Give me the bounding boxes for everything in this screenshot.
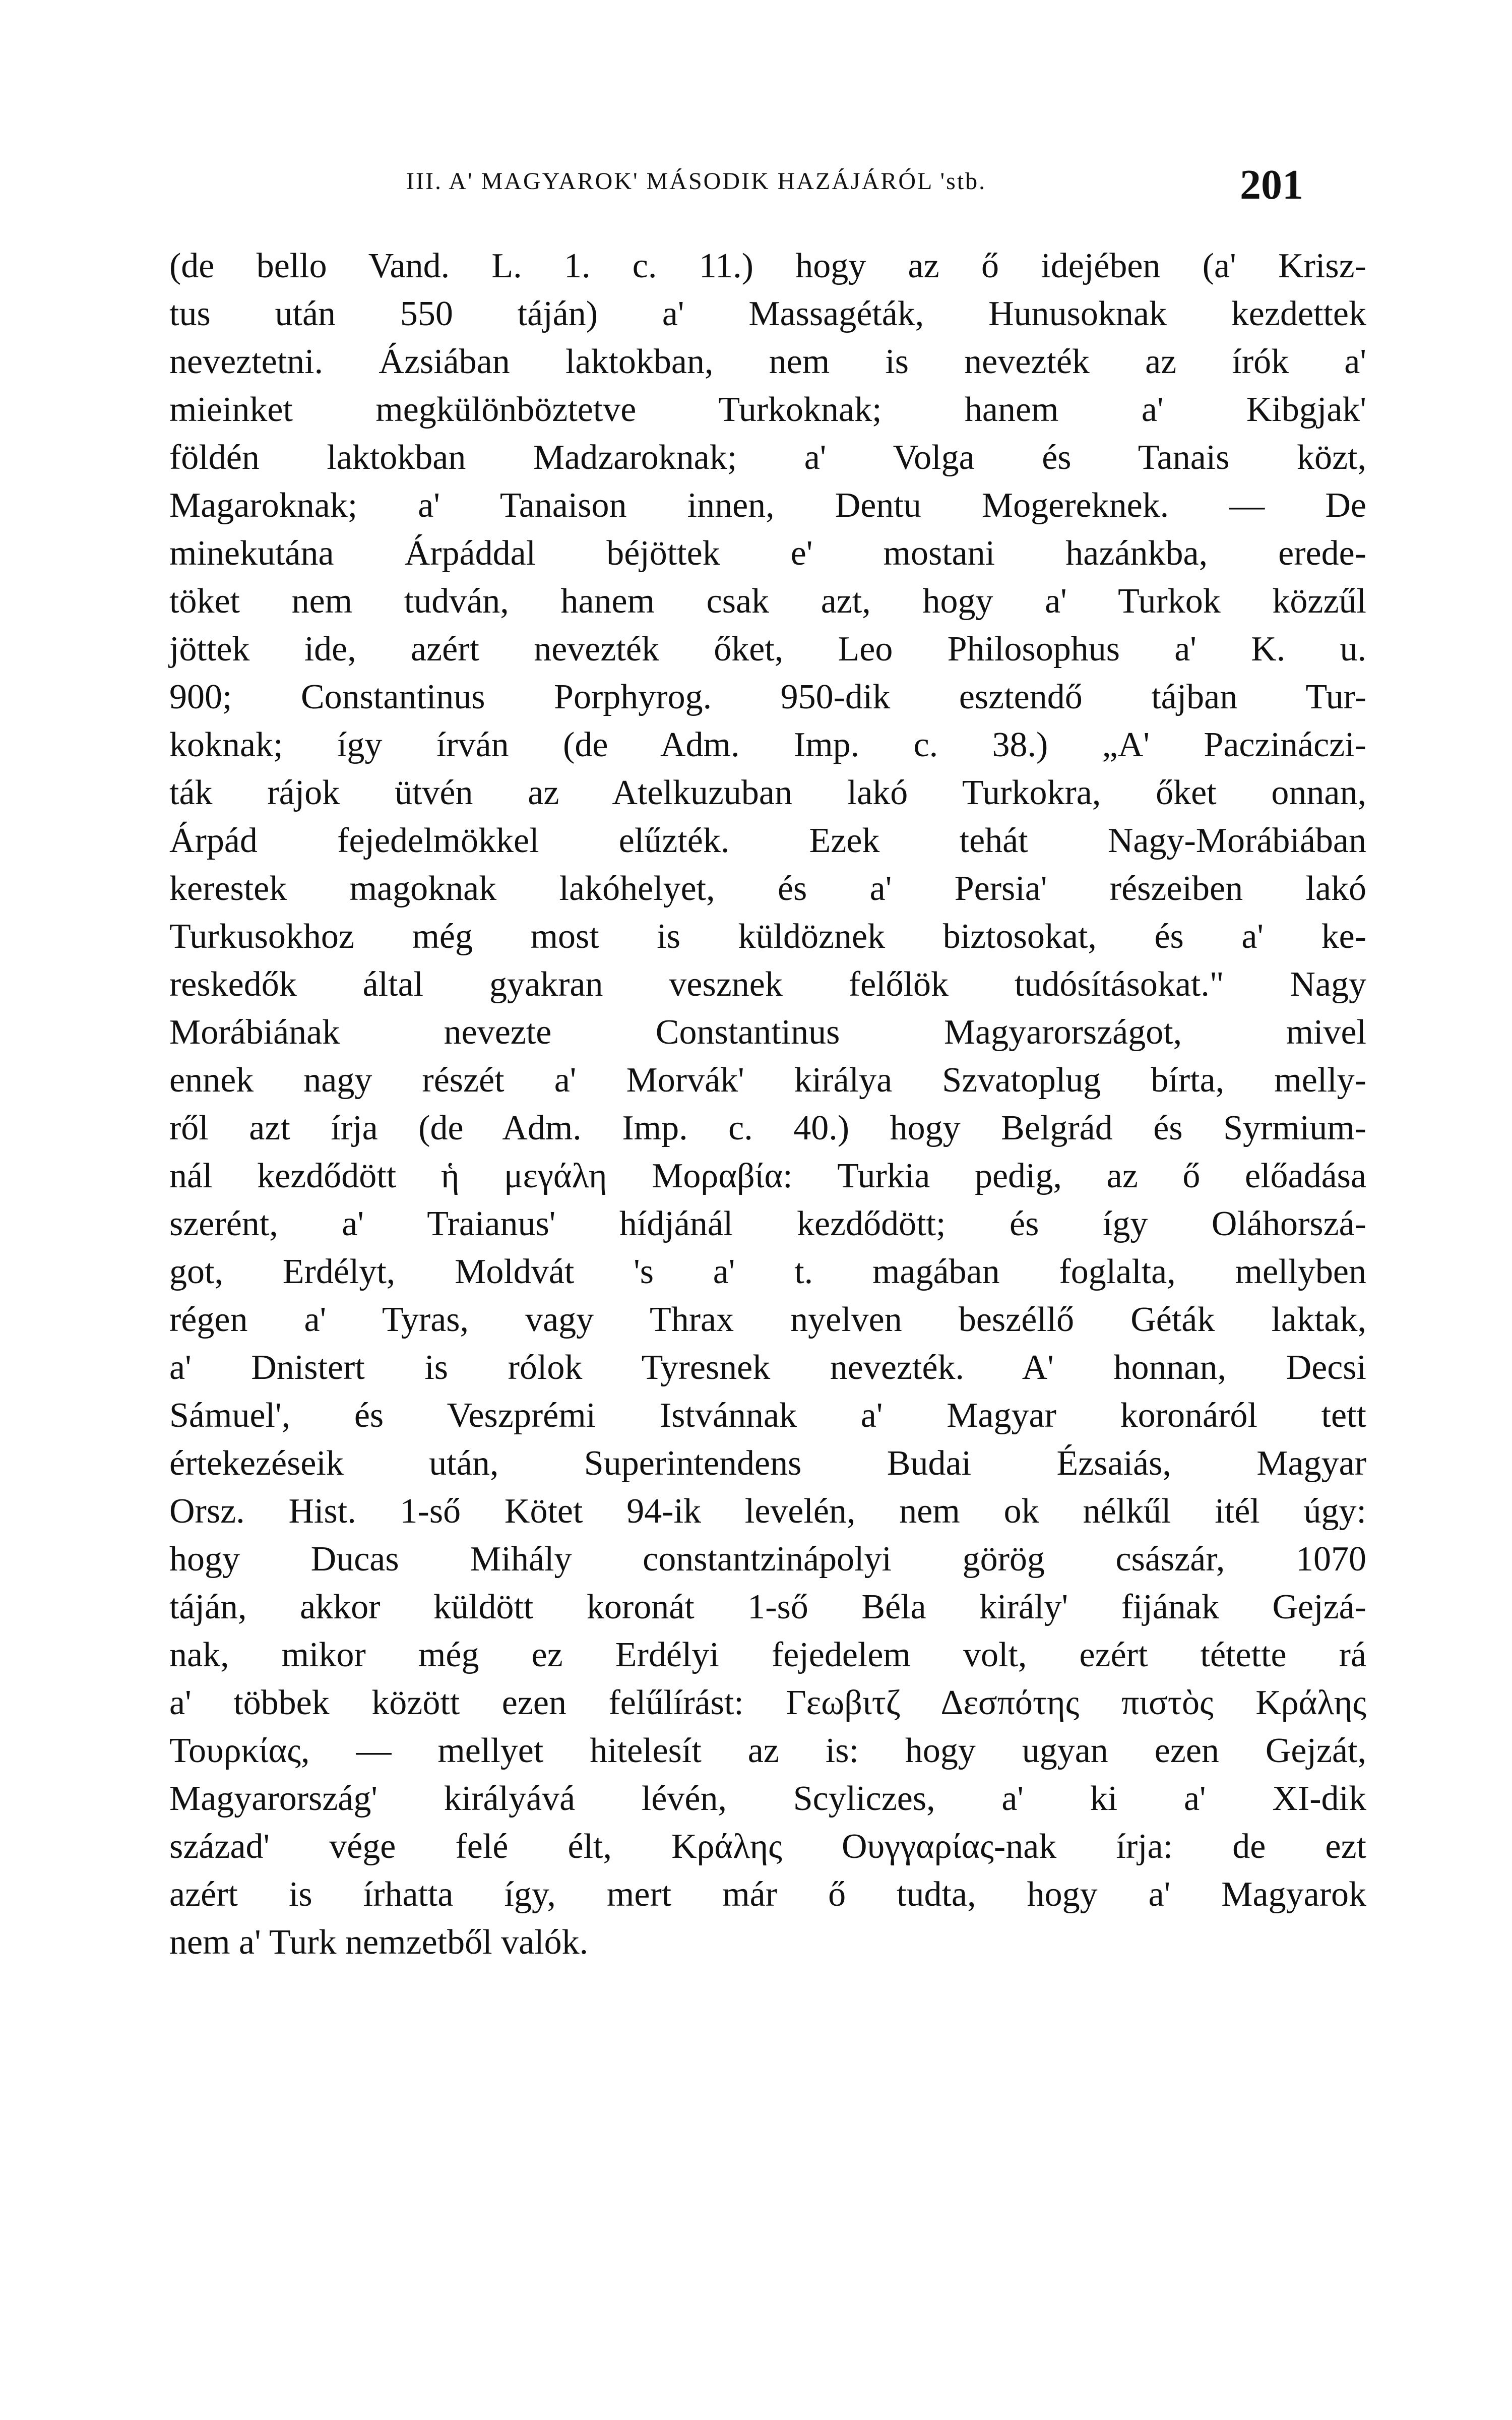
text-line: nál kezdődött ἡ μεγάλη Μοραβία: Turkia pedig, az ő előadása: [169, 1157, 1366, 1195]
text-line: nak, mikor még ez Erdélyi fejedelem volt, ezért tétette rá: [169, 1636, 1366, 1674]
text-line: értekezéseik után, Superintendens Budai Ézsaiás, Magyar: [169, 1444, 1366, 1483]
text-line: Τουρκίας, — mellyet hitelesít az is: hogy ugyan ezen Gejzát,: [169, 1731, 1366, 1770]
text-line: Morábiának nevezte Constantinus Magyarországot, mivel: [169, 1013, 1366, 1052]
text-line: töket nem tudván, hanem csak azt, hogy a' Turkok közzűl: [169, 582, 1366, 621]
text-line: táján, akkor küldött koronát 1-ső Béla király' fijának Gejzá-: [169, 1588, 1366, 1626]
text-line: ennek nagy részét a' Morvák' királya Szvatoplug bírta, melly-: [169, 1061, 1366, 1100]
text-line: koknak; így írván (de Adm. Imp. c. 38.) „A' Paczináczi-: [169, 725, 1366, 764]
text-line: (de bello Vand. L. 1. c. 11.) hogy az ő idejében (a' Krisz-: [169, 247, 1366, 285]
text-line: got, Erdélyt, Moldvát 's a' t. magában foglalta, mellyben: [169, 1252, 1366, 1291]
text-line: a' többek között ezen felűlírást: Γεωβιτζ Δεσπότης πιστὸς Κράλης: [169, 1683, 1366, 1722]
text-line: azért is írhatta így, mert már ő tudta, hogy a' Magyarok: [169, 1875, 1366, 1914]
text-line: Magaroknak; a' Tanaison innen, Dentu Mogereknek. — De: [169, 486, 1366, 525]
text-line: Orsz. Hist. 1-ső Kötet 94-ik levelén, nem ok nélkűl itél úgy:: [169, 1492, 1366, 1531]
text-line: 900; Constantinus Porphyrog. 950-dik esztendő tájban Tur-: [169, 678, 1366, 716]
text-line: a' Dnistert is rólok Tyresnek nevezték. A' honnan, Decsi: [169, 1348, 1366, 1387]
text-line: hogy Ducas Mihály constantzinápolyi görög császár, 1070: [169, 1540, 1366, 1579]
text-line: kerestek magoknak lakóhelyet, és a' Persia' részeiben lakó: [169, 869, 1366, 908]
text-line: Magyarország' királyává lévén, Scyliczes, a' ki a' XI-dik: [169, 1779, 1366, 1818]
text-line: földén laktokban Madzaroknak; a' Volga és Tanais közt,: [169, 438, 1366, 477]
text-line: Árpád fejedelmökkel elűzték. Ezek tehát Nagy-Morábiában: [169, 821, 1366, 860]
text-line: szerént, a' Traianus' hídjánál kezdődött; és így Oláhorszá-: [169, 1204, 1366, 1243]
text-line: mieinket megkülönböztetve Turkoknak; hanem a' Kibgjak': [169, 390, 1366, 429]
running-title: III. A' MAGYAROK' MÁSODIK HAZÁJÁRÓL 'stb.: [406, 168, 987, 195]
text-line: Turkusokhoz még most is küldöznek biztosokat, és a' ke-: [169, 917, 1366, 956]
text-line: század' vége felé élt, Κράλης Ουγγαρίας-nak írja: de ezt: [169, 1827, 1366, 1866]
text-line: régen a' Tyras, vagy Thrax nyelven beszéllő Géták laktak,: [169, 1300, 1366, 1339]
text-line: Sámuel', és Veszprémi Istvánnak a' Magyar koronáról tett: [169, 1396, 1366, 1435]
text-line: ták rájok ütvén az Atelkuzuban lakó Turkokra, őket onnan,: [169, 773, 1366, 812]
body-text: [169, 242, 1366, 1966]
text-line: jöttek ide, azért nevezték őket, Leo Philosophus a' K. u.: [169, 630, 1366, 669]
page-number: 201: [1240, 161, 1303, 208]
running-head: [406, 160, 1303, 206]
text-line: reskedők által gyakran vesznek felőlök tudósításokat." Nagy: [169, 965, 1366, 1004]
text-line: minekutána Árpáddal béjöttek e' mostani hazánkba, erede-: [169, 534, 1366, 573]
text-line: neveztetni. Ázsiában laktokban, nem is nevezték az írók a': [169, 342, 1366, 381]
text-line: ről azt írja (de Adm. Imp. c. 40.) hogy Belgrád és Syrmium-: [169, 1109, 1366, 1147]
text-line: tus után 550 táján) a' Massagéták, Hunusoknak kezdettek: [169, 294, 1366, 333]
text-line-last: nem a' Turk nemzetből valók.: [169, 1923, 589, 1962]
